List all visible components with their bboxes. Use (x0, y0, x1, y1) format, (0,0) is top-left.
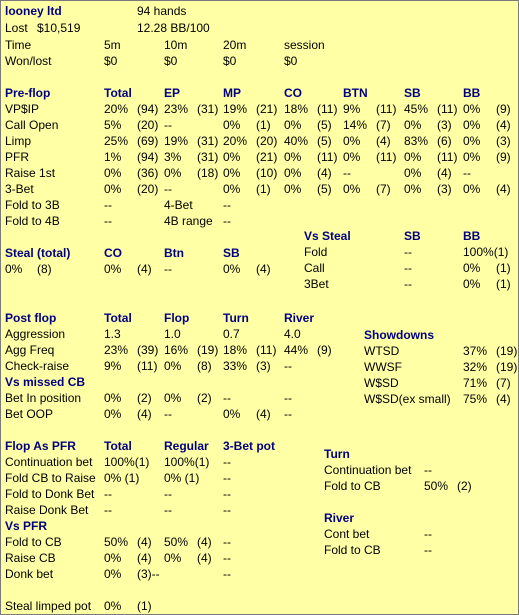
flop-pfr-cell: 100%(1) (164, 455, 210, 469)
vs-steal-header-sb: SB (404, 229, 421, 243)
player-name: looney ltd (5, 4, 62, 18)
preflop-cell: 0% (343, 150, 361, 164)
preflop-cell: (11) (437, 150, 458, 164)
time-5m: 5m (104, 38, 121, 52)
postflop-cell: 0% (164, 359, 182, 373)
preflop-cell: 0% (463, 150, 481, 164)
preflop-cell: 0% (284, 182, 302, 196)
steal-sb-value: 0% (223, 262, 241, 276)
flop-pfr-row-label: Fold to Donk Bet (5, 487, 95, 501)
preflop-cell: 0% (404, 166, 422, 180)
vs-pfr-cell: 0% (164, 551, 182, 565)
showdown-row-label: WWSF (364, 360, 402, 374)
postflop-header-flop: Flop (164, 311, 190, 325)
preflop-cell: 0% (164, 166, 182, 180)
preflop-cell: 20% (223, 134, 248, 148)
preflop-cell: 5% (104, 118, 122, 132)
vs-steal-call-sb: -- (404, 261, 412, 275)
flop-pfr-row-label: Fold CB to Raise (5, 471, 96, 485)
vs-pfr-cell: -- (223, 567, 231, 581)
preflop-cell: (5) (317, 118, 332, 132)
preflop-cell: 14% (343, 118, 368, 132)
fold-to-3b-label: Fold to 3B (5, 198, 60, 212)
steal-limped-label: Steal limped pot (5, 599, 92, 613)
vs-steal-fold-bb: 100%(1) (463, 245, 509, 259)
postflop-cell: 4.0 (284, 327, 301, 341)
four-bet-label: 4-Bet (164, 198, 193, 212)
postflop-row-label: Aggression (5, 327, 66, 341)
fold-to-4b-value: -- (104, 214, 112, 228)
river-fold-cb-value: -- (424, 543, 432, 557)
flop-pfr-cell: 0% (1) (164, 471, 200, 485)
vs-steal-3bet-bb: 0% (463, 277, 481, 291)
lost-amount: $10,519 (37, 21, 81, 35)
postflop-header-turn: Turn (223, 311, 249, 325)
postflop-cell: (11) (256, 343, 277, 357)
preflop-cell: 0% (223, 118, 241, 132)
vs-missed-cb-cell: 0% (223, 407, 241, 421)
vs-steal-call-bb-count: (1) (496, 261, 511, 275)
preflop-header-mp: MP (223, 86, 241, 100)
vs-pfr-row-label: Raise CB (5, 551, 56, 565)
steal-title: Steal (total) (5, 246, 71, 260)
preflop-cell: 25% (104, 134, 129, 148)
postflop-cell: (19) (197, 343, 219, 357)
steal-co-value: 0% (104, 262, 122, 276)
postflop-cell: 44% (284, 343, 309, 357)
preflop-cell: 0% (404, 182, 422, 196)
preflop-cell: 18% (284, 102, 309, 116)
preflop-cell: 19% (164, 134, 189, 148)
preflop-cell: 0% (284, 118, 302, 132)
postflop-cell: 33% (223, 359, 248, 373)
fold-to-3b-value: -- (104, 198, 112, 212)
flop-pfr-cell: -- (164, 487, 172, 501)
four-bet-range-value: -- (223, 214, 231, 228)
time-label: Time (5, 38, 32, 52)
preflop-cell: (3) (437, 182, 452, 196)
postflop-cell: 9% (104, 359, 122, 373)
vs-steal-call-bb: 0% (463, 261, 481, 275)
flop-pfr-cell: -- (223, 503, 231, 517)
vs-steal-header-bb: BB (463, 229, 481, 243)
flop-pfr-cell: -- (164, 503, 172, 517)
preflop-cell: 0% (463, 118, 481, 132)
preflop-cell: -- (164, 182, 172, 196)
preflop-cell: (4) (496, 182, 511, 196)
preflop-header-btn: BTN (343, 86, 368, 100)
preflop-cell: 45% (404, 102, 429, 116)
turn-cbet-label: Continuation bet (324, 463, 412, 477)
postflop-cell: 1.3 (104, 327, 121, 341)
showdown-row-label: W$SD(ex small) (364, 392, 451, 406)
flop-pfr-cell: 0% (1) (104, 471, 140, 485)
river-title: River (324, 511, 355, 525)
preflop-cell: (21) (256, 102, 278, 116)
postflop-cell: 18% (223, 343, 248, 357)
vs-missed-cb-row-label: Bet OOP (5, 407, 54, 421)
preflop-header-bb: BB (463, 86, 481, 100)
preflop-cell: 0% (284, 166, 302, 180)
showdown-value: 32% (463, 360, 488, 374)
flop-pfr-row-label: Raise Donk Bet (5, 503, 89, 517)
preflop-header-co: CO (284, 86, 302, 100)
fold-to-4b-label: Fold to 4B (5, 214, 60, 228)
vs-steal-3bet-sb: -- (404, 277, 412, 291)
vs-missed-cb-cell: -- (284, 391, 292, 405)
preflop-cell: (18) (197, 166, 219, 180)
postflop-cell: (3) (256, 359, 271, 373)
showdown-count: (19) (496, 344, 518, 358)
preflop-row-label: VP$IP (5, 102, 40, 116)
wonlost-label: Won/lost (5, 54, 52, 68)
preflop-cell: (4) (317, 166, 332, 180)
preflop-cell: (7) (376, 182, 391, 196)
flop-pfr-header-regular: Regular (164, 439, 209, 453)
preflop-cell: (31) (197, 134, 219, 148)
flop-pfr-title: Flop As PFR (5, 439, 76, 453)
steal-header-sb: SB (223, 246, 240, 260)
preflop-row-label: Limp (5, 134, 32, 148)
steal-limped-value: 0% (104, 599, 122, 613)
preflop-cell: 40% (284, 134, 309, 148)
vs-steal-title: Vs Steal (304, 229, 351, 243)
showdown-count: (19) (496, 360, 518, 374)
turn-fold-cb-value: 50% (424, 479, 449, 493)
steal-co-count: (4) (137, 262, 152, 276)
vs-pfr-cell: (4) (197, 535, 212, 549)
turn-title: Turn (324, 447, 350, 461)
river-cbet-value: -- (424, 527, 432, 541)
vs-missed-cb-row-label: Bet In position (5, 391, 82, 405)
preflop-header-ep: EP (164, 86, 181, 100)
postflop-cell: (11) (137, 359, 158, 373)
vs-steal-3bet-label: 3Bet (304, 277, 329, 291)
vs-pfr-row-label: Donk bet (5, 567, 54, 581)
preflop-cell: (4) (496, 118, 511, 132)
steal-total-value: 0% (5, 262, 23, 276)
preflop-cell: (20) (256, 134, 278, 148)
preflop-row-label: 3-Bet (5, 182, 34, 196)
vs-steal-fold-sb: -- (404, 245, 412, 259)
flop-pfr-cell: 100%(1) (104, 455, 150, 469)
steal-header-btn: Btn (164, 246, 184, 260)
hands-count: 94 hands (137, 4, 187, 18)
showdown-value: 37% (463, 344, 488, 358)
vs-pfr-row-label: Fold to CB (5, 535, 62, 549)
showdown-value: 75% (463, 392, 488, 406)
vs-missed-cb-cell: -- (284, 407, 292, 421)
preflop-cell: 1% (104, 150, 122, 164)
vs-missed-cb-cell: 0% (164, 391, 182, 405)
preflop-cell: (1) (256, 118, 271, 132)
preflop-cell: (36) (137, 166, 159, 180)
preflop-cell: (3) (496, 134, 511, 148)
postflop-cell: (8) (197, 359, 212, 373)
vs-steal-3bet-bb-count: (1) (496, 277, 511, 291)
preflop-cell: (20) (137, 182, 159, 196)
preflop-cell: (11) (376, 102, 397, 116)
preflop-cell: (3) (437, 118, 452, 132)
turn-cbet-value: -- (424, 463, 432, 477)
vs-pfr-title: Vs PFR (5, 519, 48, 533)
preflop-header-total: Total (104, 86, 132, 100)
preflop-cell: (31) (197, 102, 219, 116)
preflop-cell: 0% (223, 150, 241, 164)
postflop-cell: (39) (137, 343, 159, 357)
postflop-row-label: Agg Freq (5, 343, 55, 357)
vs-missed-cb-cell: (2) (197, 391, 212, 405)
preflop-cell: -- (343, 166, 351, 180)
steal-sb-count: (4) (256, 262, 271, 276)
preflop-cell: (4) (437, 166, 452, 180)
steal-limped-count: (1) (137, 599, 152, 613)
preflop-cell: -- (463, 166, 471, 180)
showdown-value: 71% (463, 376, 488, 390)
vs-pfr-cell: -- (223, 551, 231, 565)
flop-pfr-header-total: Total (104, 439, 132, 453)
flop-pfr-cell: -- (104, 503, 112, 517)
preflop-row-label: Raise 1st (5, 166, 56, 180)
preflop-cell: (1) (256, 182, 271, 196)
vs-pfr-cell: -- (223, 535, 231, 549)
preflop-cell: (7) (376, 118, 391, 132)
preflop-cell: 0% (463, 102, 481, 116)
preflop-cell: 0% (284, 150, 302, 164)
preflop-row-label: Call Open (5, 118, 59, 132)
flop-pfr-cell: -- (104, 487, 112, 501)
vs-missed-cb-cell: (4) (137, 407, 152, 421)
preflop-cell: 0% (463, 182, 481, 196)
lost-label: Lost (5, 21, 28, 35)
vs-steal-call-label: Call (304, 261, 325, 275)
turn-fold-cb-count: (2) (457, 479, 472, 493)
vs-pfr-cell: (3)-- (137, 567, 160, 581)
preflop-cell: (94) (137, 102, 159, 116)
showdown-row-label: W$SD (364, 376, 399, 390)
wonlost-20m: $0 (223, 54, 237, 68)
vs-pfr-cell: (4) (197, 551, 212, 565)
preflop-cell: 0% (343, 182, 361, 196)
preflop-cell: 0% (463, 134, 481, 148)
showdown-row-label: WTSD (364, 344, 400, 358)
postflop-title: Post flop (5, 311, 57, 325)
postflop-header-river: River (284, 311, 315, 325)
postflop-header-total: Total (104, 311, 132, 325)
preflop-cell: (4) (376, 134, 391, 148)
preflop-cell: 23% (164, 102, 189, 116)
flop-pfr-row-label: Continuation bet (5, 455, 93, 469)
time-10m: 10m (164, 38, 188, 52)
time-20m: 20m (223, 38, 247, 52)
wonlost-5m: $0 (104, 54, 118, 68)
flop-pfr-cell: -- (223, 487, 231, 501)
flop-pfr-header-3bet: 3-Bet pot (223, 439, 275, 453)
vs-pfr-cell: (4) (137, 551, 152, 565)
vs-missed-cb-cell: (4) (256, 407, 271, 421)
preflop-cell: 0% (223, 182, 241, 196)
preflop-cell: 0% (404, 118, 422, 132)
preflop-cell: (69) (137, 134, 159, 148)
preflop-cell: -- (164, 118, 172, 132)
wonlost-session: $0 (284, 54, 298, 68)
postflop-cell: 0.7 (223, 327, 240, 341)
preflop-cell: (9) (496, 150, 511, 164)
preflop-cell: (31) (197, 150, 219, 164)
vs-pfr-cell: 50% (104, 535, 129, 549)
showdown-count: (4) (496, 392, 511, 406)
steal-btn-value: -- (164, 262, 172, 276)
preflop-header-sb: SB (404, 86, 421, 100)
vs-missed-cb-cell: -- (164, 407, 172, 421)
preflop-cell: 0% (104, 182, 122, 196)
turn-fold-cb-label: Fold to CB (324, 479, 381, 493)
postflop-cell: -- (284, 359, 292, 373)
preflop-cell: (6) (437, 134, 452, 148)
preflop-cell: (9) (496, 102, 511, 116)
time-session: session (284, 38, 325, 52)
postflop-cell: 23% (104, 343, 129, 357)
preflop-cell: (10) (256, 166, 278, 180)
river-fold-cb-label: Fold to CB (324, 543, 381, 557)
vs-steal-fold-label: Fold (304, 245, 328, 259)
preflop-cell: 83% (404, 134, 429, 148)
preflop-cell: 3% (164, 150, 182, 164)
vs-missed-cb-title: Vs missed CB (5, 375, 86, 389)
preflop-cell: (5) (317, 182, 332, 196)
showdown-count: (7) (496, 376, 511, 390)
preflop-cell: 0% (404, 150, 422, 164)
vs-missed-cb-cell: 0% (104, 407, 122, 421)
postflop-cell: 1.0 (164, 327, 181, 341)
preflop-title: Pre-flop (5, 86, 51, 100)
preflop-cell: (20) (137, 118, 159, 132)
preflop-cell: 0% (104, 166, 122, 180)
preflop-cell: (11) (376, 150, 397, 164)
flop-pfr-cell: -- (223, 455, 231, 469)
four-bet-range-label: 4B range (164, 214, 213, 228)
vs-missed-cb-cell: -- (223, 391, 231, 405)
preflop-cell: 19% (223, 102, 248, 116)
postflop-row-label: Check-raise (5, 359, 70, 373)
preflop-cell: (11) (437, 102, 458, 116)
flop-pfr-cell: -- (223, 471, 231, 485)
vs-missed-cb-cell: 0% (104, 391, 122, 405)
preflop-cell: (21) (256, 150, 278, 164)
postflop-cell: (9) (317, 343, 332, 357)
preflop-cell: (11) (317, 102, 338, 116)
river-cbet-label: Cont bet (324, 527, 370, 541)
vs-pfr-cell: 0% (104, 551, 122, 565)
four-bet-value: -- (223, 198, 231, 212)
vs-pfr-cell: 50% (164, 535, 189, 549)
vs-missed-cb-cell: (2) (137, 391, 152, 405)
preflop-cell: 20% (104, 102, 129, 116)
preflop-cell: 9% (343, 102, 361, 116)
bb-rate: 12.28 BB/100 (137, 21, 210, 35)
showdowns-title: Showdowns (364, 328, 434, 342)
preflop-cell: (11) (317, 150, 338, 164)
preflop-cell: 0% (223, 166, 241, 180)
wonlost-10m: $0 (164, 54, 178, 68)
steal-header-co: CO (104, 246, 122, 260)
preflop-cell: (5) (317, 134, 332, 148)
steal-total-count: (8) (37, 262, 52, 276)
preflop-cell: 0% (343, 134, 361, 148)
preflop-row-label: PFR (5, 150, 29, 164)
vs-pfr-cell: (4) (137, 535, 152, 549)
postflop-cell: 16% (164, 343, 189, 357)
vs-pfr-cell: 0% (104, 567, 122, 581)
preflop-cell: (94) (137, 150, 159, 164)
